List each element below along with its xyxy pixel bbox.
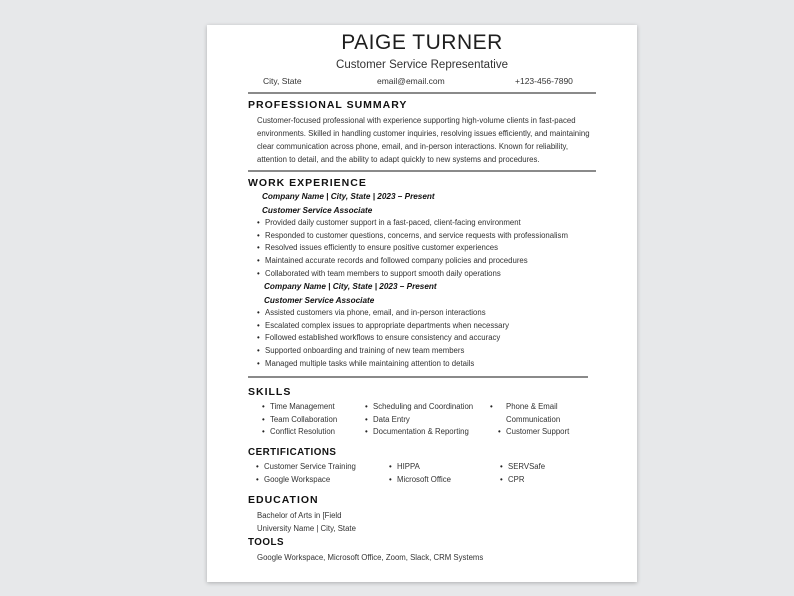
list-item: • Conflict Resolution xyxy=(262,426,337,439)
job-2-role: Customer Service Associate xyxy=(264,296,375,305)
tools-heading: TOOLS xyxy=(248,537,285,548)
list-item: • Supported onboarding and training of new team members xyxy=(257,345,509,358)
list-item: • Followed established workflows to ensure consistency and accuracy xyxy=(257,332,509,345)
header-divider xyxy=(248,92,596,94)
list-item: • Scheduling and Coordination xyxy=(365,401,473,414)
job-2-company-line: Company Name | City, State | 2023 – Present xyxy=(264,282,437,291)
certifications-col-2 xyxy=(389,461,451,486)
list-item: • SERVSafe xyxy=(500,461,545,474)
list-item: • Collaborated with team members to support smooth daily operations xyxy=(257,268,568,281)
resume-job-title: Customer Service Representative xyxy=(336,59,508,71)
experience-divider xyxy=(248,376,588,378)
certifications-col-1 xyxy=(256,461,356,486)
contact-phone: +123-456-7890 xyxy=(515,76,573,86)
resume-name: PAIGE TURNER xyxy=(341,31,503,54)
resume-page xyxy=(207,25,637,582)
summary-heading: PROFESSIONAL SUMMARY xyxy=(248,99,408,111)
skills-col-1 xyxy=(262,401,337,439)
list-item: • Time Management xyxy=(262,401,337,414)
list-item: • Responded to customer questions, concerns, and service requests with professionalism xyxy=(257,230,568,243)
list-item: • Data Entry xyxy=(365,414,473,427)
skills-col-3 xyxy=(498,401,576,439)
list-item: • Escalated complex issues to appropriate departments when necessary xyxy=(257,320,509,333)
certifications-heading: CERTIFICATIONS xyxy=(248,447,337,458)
list-item: • Phone & Email Communication xyxy=(498,401,576,426)
list-item: • Customer Support xyxy=(498,426,576,439)
list-item: • Microsoft Office xyxy=(389,474,451,487)
education-degree: Bachelor of Arts in [Field xyxy=(257,511,342,520)
list-item: • Provided daily customer support in a fast-paced, client-facing environment xyxy=(257,217,568,230)
contact-email: email@email.com xyxy=(377,76,445,86)
list-item: • Managed multiple tasks while maintaining attention to details xyxy=(257,358,509,371)
list-item: • Documentation & Reporting xyxy=(365,426,473,439)
job-1-company-line: Company Name | City, State | 2023 – Present xyxy=(262,192,435,201)
education-school: University Name | City, State xyxy=(257,524,356,533)
job-2-bullets xyxy=(257,307,509,371)
skills-col-2 xyxy=(365,401,473,439)
contact-location: City, State xyxy=(263,76,302,86)
skills-heading: SKILLS xyxy=(248,386,292,398)
list-item: • Maintained accurate records and followed company policies and procedures xyxy=(257,255,568,268)
list-item: • CPR xyxy=(500,474,545,487)
list-item: • Customer Service Training xyxy=(256,461,356,474)
summary-text: Customer-focused professional with experience supporting high-volume clients in fast-paced environments. Skilled in handling customer inquiries, resolving issues efficiently, and maintaining clear communication across phone, email, and in-person interactions. Known for reliability, attention to detail, and the ability to adapt quickly to new systems and procedures. xyxy=(257,116,590,164)
experience-heading: WORK EXPERIENCE xyxy=(248,177,367,189)
list-item: • Team Collaboration xyxy=(262,414,337,427)
education-heading: EDUCATION xyxy=(248,494,319,506)
list-item: • HIPPA xyxy=(389,461,451,474)
summary-divider xyxy=(248,170,596,172)
job-1-bullets xyxy=(257,217,568,281)
tools-text: Google Workspace, Microsoft Office, Zoom, Slack, CRM Systems xyxy=(257,553,484,562)
certifications-col-3 xyxy=(500,461,545,486)
job-1-role: Customer Service Associate xyxy=(262,206,373,215)
list-item: • Assisted customers via phone, email, and in-person interactions xyxy=(257,307,509,320)
list-item: • Google Workspace xyxy=(256,474,356,487)
list-item: • Resolved issues efficiently to ensure positive customer experiences xyxy=(257,242,568,255)
